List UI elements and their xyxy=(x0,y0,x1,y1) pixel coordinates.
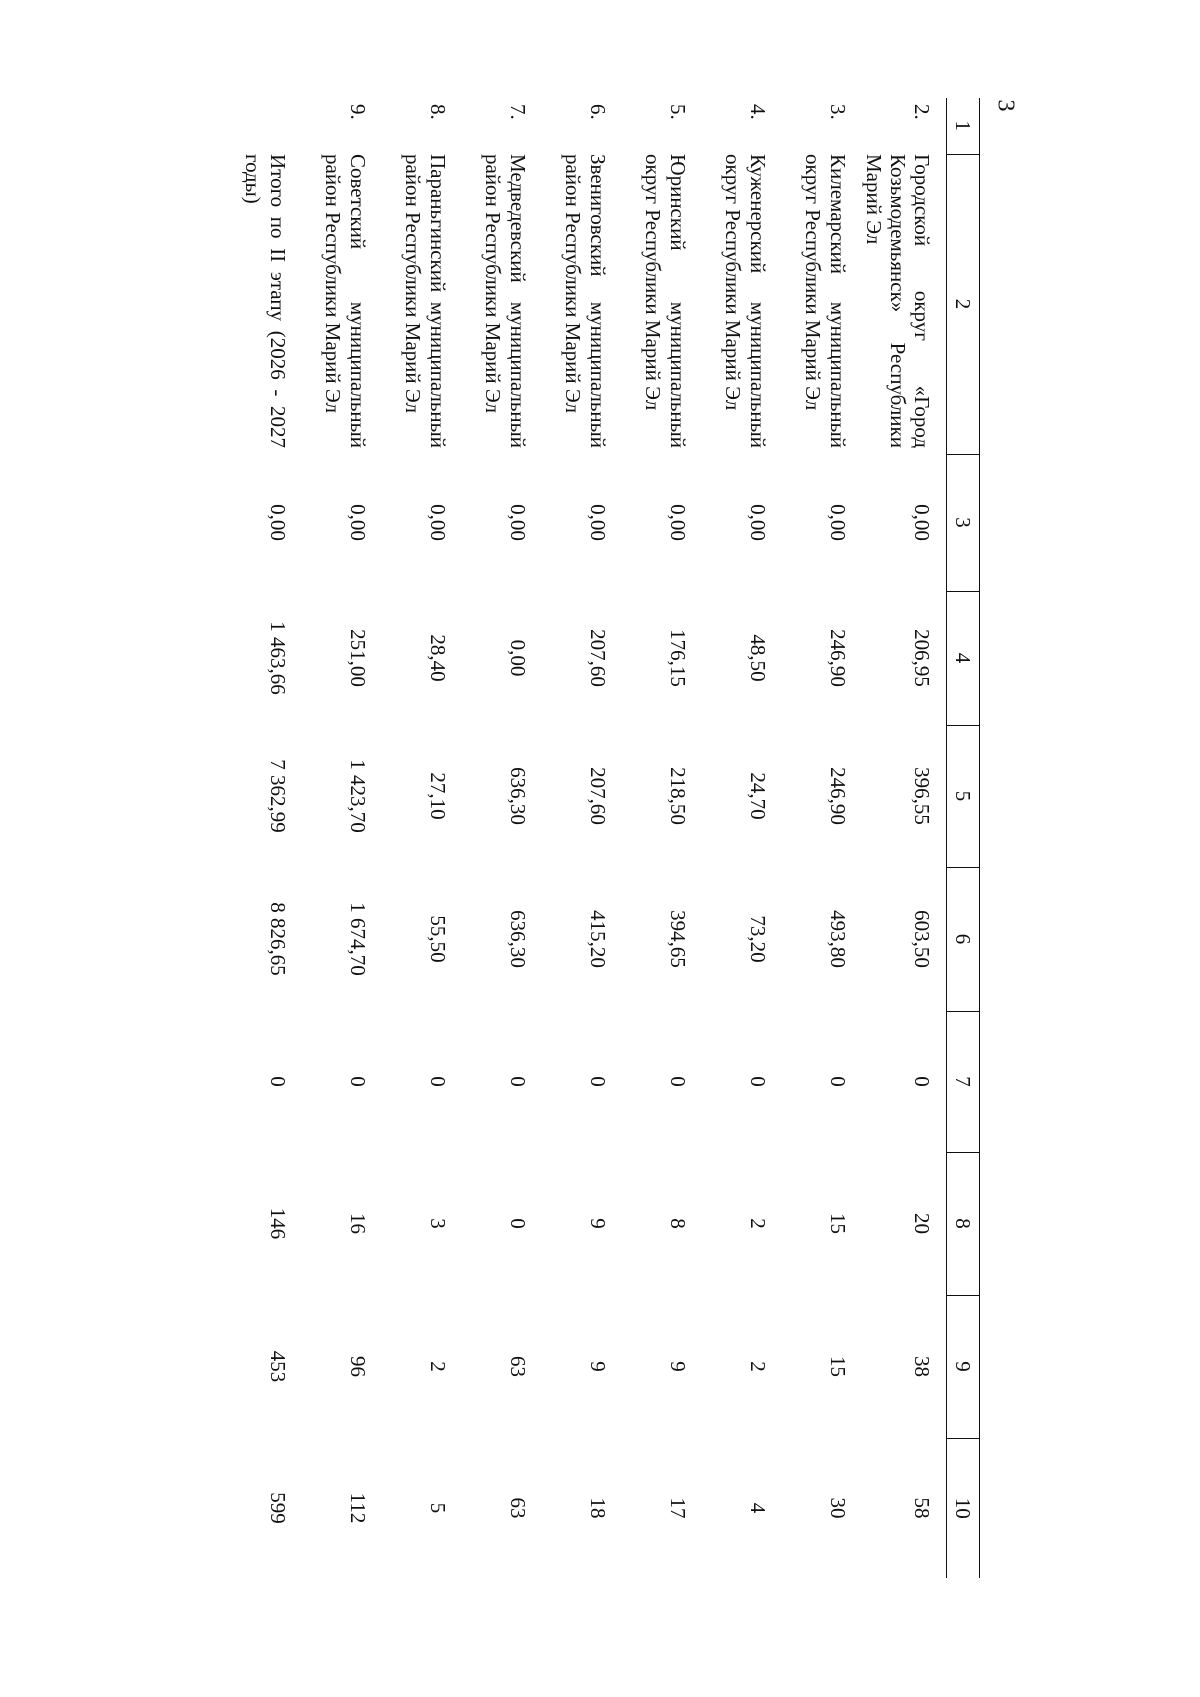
row-number: 5. xyxy=(665,104,690,120)
cell-col-3: 0,00 xyxy=(665,504,690,541)
rotated-table-container xyxy=(200,98,980,1578)
row-number: 2. xyxy=(910,104,934,120)
row-name: Медведевский муниципальный район Республики Марий Эл xyxy=(481,154,530,448)
cell-col-4: 251,00 xyxy=(345,629,370,687)
cell-col-7: 0 xyxy=(745,1076,770,1087)
cell-col-10: 4 xyxy=(745,1502,770,1514)
cell-col-8: 0 xyxy=(505,1218,530,1229)
cell-col-7: 0 xyxy=(825,1076,850,1087)
cell-col-6: 55,50 xyxy=(425,915,450,963)
cell-col-5: 24,70 xyxy=(745,772,770,820)
cell-col-9: 9 xyxy=(585,1361,610,1372)
cell-col-9: 63 xyxy=(505,1356,530,1377)
cell-col-9: 2 xyxy=(745,1361,770,1372)
cell-col-5: 207,60 xyxy=(585,767,610,825)
table-row xyxy=(702,98,782,1578)
row-name: Итого по II этапу (2026 - 2027 годы) xyxy=(241,154,290,448)
header-col-3: 3 xyxy=(947,454,980,591)
header-col-10: 10 xyxy=(947,1438,980,1578)
cell-col-7: 0 xyxy=(910,1076,934,1087)
header-col-5: 5 xyxy=(947,725,980,867)
cell-col-10: 112 xyxy=(345,1492,370,1524)
cell-col-10: 18 xyxy=(585,1497,610,1519)
table-row xyxy=(462,98,542,1578)
cell-col-8: 2 xyxy=(745,1218,770,1229)
cell-col-9: 96 xyxy=(345,1356,370,1377)
cell-col-6: 603,50 xyxy=(910,910,934,968)
header-col-7: 7 xyxy=(947,1011,980,1152)
cell-col-5: 1 423,70 xyxy=(345,759,370,833)
header-col-4: 4 xyxy=(947,591,980,725)
table-row xyxy=(542,98,622,1578)
cell-col-7: 0 xyxy=(265,1076,290,1087)
cell-col-8: 8 xyxy=(665,1218,690,1229)
row-number: 6. xyxy=(585,104,610,120)
table-header xyxy=(947,98,980,1578)
cell-col-9: 9 xyxy=(665,1361,690,1372)
cell-col-10: 17 xyxy=(665,1497,690,1519)
row-name: Звениговский муниципальный район Республики Марий Эл xyxy=(561,154,610,448)
row-number: 7. xyxy=(505,104,530,120)
cell-col-4: 0,00 xyxy=(505,639,530,677)
cell-col-4: 48,50 xyxy=(745,634,770,682)
cell-col-10: 30 xyxy=(825,1497,850,1519)
cell-col-5: 246,90 xyxy=(825,767,850,825)
cell-col-3: 0,00 xyxy=(825,504,850,541)
header-col-6: 6 xyxy=(947,867,980,1011)
cell-col-3: 0,00 xyxy=(585,504,610,541)
cell-col-6: 493,80 xyxy=(825,910,850,968)
row-name: Куженерский муниципальный округ Республики Марий Эл xyxy=(721,154,770,448)
cell-col-9: 453 xyxy=(265,1350,290,1383)
cell-col-6: 415,20 xyxy=(585,910,610,968)
cell-col-6: 1 674,70 xyxy=(345,902,370,976)
table-body xyxy=(222,98,947,1578)
cell-col-5: 7 362,99 xyxy=(265,759,290,833)
data-table xyxy=(222,98,980,1578)
cell-col-4: 28,40 xyxy=(425,634,450,682)
cell-col-6: 73,20 xyxy=(745,915,770,963)
row-number: 3. xyxy=(825,104,850,120)
row-name: Городской округ «Город Козьмодемьянск» Республики Марий Эл xyxy=(861,154,934,448)
cell-col-10: 5 xyxy=(425,1502,450,1514)
cell-col-3: 0,00 xyxy=(910,504,934,541)
cell-col-7: 0 xyxy=(505,1076,530,1087)
row-number: 8. xyxy=(425,104,450,120)
cell-col-5: 636,30 xyxy=(505,767,530,825)
cell-col-3: 0,00 xyxy=(265,504,290,541)
cell-col-7: 0 xyxy=(665,1076,690,1087)
row-number: 4. xyxy=(745,104,770,120)
cell-col-9: 2 xyxy=(425,1361,450,1372)
cell-col-7: 0 xyxy=(425,1076,450,1087)
cell-col-8: 16 xyxy=(345,1213,370,1234)
row-name: Юринский муниципальный округ Республики Марий Эл xyxy=(641,154,690,448)
cell-col-8: 15 xyxy=(825,1213,850,1234)
row-name: Советский муниципальный район Республики Марий Эл xyxy=(321,154,370,448)
header-col-9: 9 xyxy=(947,1295,980,1438)
cell-col-7: 0 xyxy=(345,1076,370,1087)
cell-col-4: 207,60 xyxy=(585,629,610,687)
cell-col-3: 0,00 xyxy=(745,504,770,541)
cell-col-8: 20 xyxy=(910,1213,934,1234)
header-col-8: 8 xyxy=(947,1152,980,1295)
cell-col-10: 63 xyxy=(505,1497,530,1519)
cell-col-10: 599 xyxy=(265,1492,290,1524)
cell-col-3: 0,00 xyxy=(505,504,530,541)
table-row xyxy=(622,98,702,1578)
cell-col-6: 394,65 xyxy=(665,910,690,968)
cell-col-9: 15 xyxy=(825,1356,850,1377)
cell-col-8: 146 xyxy=(265,1207,290,1240)
header-col-1: 1 xyxy=(947,98,980,154)
row-number xyxy=(222,98,302,154)
cell-col-4: 246,90 xyxy=(825,629,850,687)
cell-col-5: 27,10 xyxy=(425,772,450,820)
cell-col-10: 58 xyxy=(910,1497,934,1519)
header-col-2: 2 xyxy=(947,154,980,454)
table-row xyxy=(302,98,382,1578)
cell-col-4: 176,15 xyxy=(665,629,690,687)
cell-col-4: 206,95 xyxy=(910,629,934,687)
row-name: Килемарский муниципальный округ Республики Марий Эл xyxy=(801,154,850,448)
cell-col-8: 3 xyxy=(425,1218,450,1229)
row-name: Параньгинский муниципальный район Республики Марий Эл xyxy=(401,154,450,448)
page-number: 3 xyxy=(992,99,1019,112)
cell-col-4: 1 463,66 xyxy=(265,621,290,695)
cell-col-6: 636,30 xyxy=(505,910,530,968)
cell-col-8: 9 xyxy=(585,1218,610,1229)
cell-col-3: 0,00 xyxy=(425,504,450,541)
cell-col-7: 0 xyxy=(585,1076,610,1087)
row-number: 9. xyxy=(345,104,370,120)
cell-col-5: 396,55 xyxy=(910,767,934,825)
table-row xyxy=(782,98,862,1578)
cell-col-3: 0,00 xyxy=(345,504,370,541)
table-row xyxy=(382,98,462,1578)
total-row xyxy=(222,98,302,1578)
cell-col-6: 8 826,65 xyxy=(265,902,290,976)
cell-col-9: 38 xyxy=(910,1356,934,1377)
header-row xyxy=(947,98,980,1578)
cell-col-5: 218,50 xyxy=(665,767,690,825)
table-row xyxy=(862,98,947,1578)
